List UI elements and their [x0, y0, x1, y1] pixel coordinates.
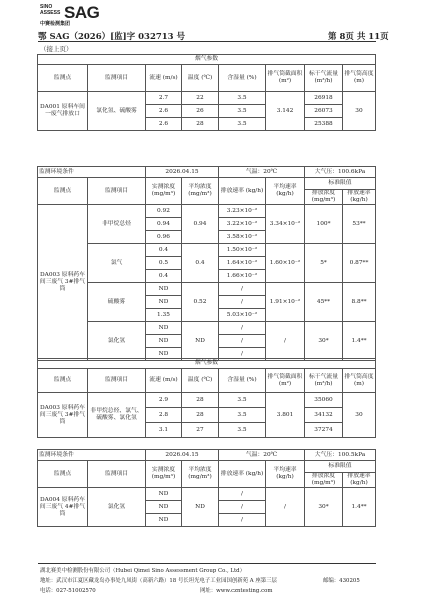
col-header: 监测项目: [88, 369, 146, 393]
monitoring-item: 氯化氢: [88, 322, 146, 361]
footer-rule: [38, 563, 376, 564]
cell: 28: [182, 118, 219, 131]
env-label: 监测环境条件: [38, 167, 146, 178]
cell: 0.96: [146, 231, 182, 244]
header-rule: [38, 41, 376, 42]
cell: 28: [182, 393, 219, 408]
col-header: 标干气流量 (m³/h): [305, 369, 343, 393]
col-header: 排放速率 (kg/h): [219, 178, 266, 205]
col-header: 监测点: [38, 65, 88, 92]
cell: ND: [146, 501, 182, 514]
env-row: [38, 167, 376, 178]
monitoring-item: 硫酸雾: [88, 283, 146, 322]
cell: ND: [146, 322, 182, 335]
col-header: 温度 (℃): [182, 369, 219, 393]
col-header: 平均速率 (kg/h): [266, 178, 305, 205]
stack-height: 30: [343, 92, 376, 131]
document-number: 鄂 SAG（2026）[监]字 032713 号: [38, 32, 186, 42]
col-header: 标准限值: [305, 461, 376, 473]
cell: 0.5: [146, 257, 182, 270]
cell: 0.94: [146, 218, 182, 231]
cell: 26073: [305, 105, 343, 118]
env-temp: 气温：20℃: [219, 167, 305, 178]
col-header: 流速 (m/s): [146, 65, 182, 92]
cell: 26: [182, 105, 219, 118]
cell: 5*: [305, 244, 343, 283]
page-number: 第 8页 共 11页: [328, 32, 389, 42]
monitoring-item: 氯化氢: [88, 488, 146, 527]
col-header: 监测点: [38, 178, 88, 205]
cell: /: [219, 296, 266, 309]
col-header: 排气筒高度 (m): [343, 65, 376, 92]
col-header: 排放速率 (kg/h): [343, 473, 376, 488]
emission-table-da004: [37, 449, 376, 527]
table-row: [38, 244, 376, 257]
cell: 3.22×10⁻²: [219, 218, 266, 231]
col-header: 平均速率 (kg/h): [266, 461, 305, 488]
cell: 3.5: [219, 423, 266, 438]
cell: 3.5: [219, 393, 266, 408]
col-header: 监测项目: [88, 178, 146, 205]
monitoring-point: DA001 原料车间一废气排放口: [38, 92, 88, 131]
cell: 5.03×10⁻²: [219, 309, 266, 322]
monitoring-point: DA004 原料药车间三废气 4#排气筒: [38, 488, 88, 527]
cell: /: [266, 488, 305, 527]
col-header: 实测浓度 (mg/m³): [146, 461, 182, 488]
monitoring-item: 氯化氢、硫酸雾: [88, 92, 146, 131]
stack-area: 3.801: [266, 393, 305, 438]
cell: 0.94: [182, 205, 219, 244]
monitoring-point: DA003 原料药车间三废气 3#排气筒: [38, 393, 88, 438]
cell: 34132: [305, 408, 343, 423]
monitoring-item: 氯气: [88, 244, 146, 283]
cell: 37274: [305, 423, 343, 438]
continued-label: （接上页）: [40, 45, 73, 53]
cell: 0.4: [146, 244, 182, 257]
cell: ND: [146, 348, 182, 361]
cell: ND: [146, 335, 182, 348]
cell: 3.58×10⁻²: [219, 231, 266, 244]
logo-small-text: SINO ASSESS: [40, 4, 61, 16]
cell: 0.52: [182, 283, 219, 322]
env-row: [38, 450, 376, 461]
col-header: 实测浓度 (mg/m³): [146, 178, 182, 205]
cell: 2.6: [146, 105, 182, 118]
cell: 2.7: [146, 92, 182, 105]
cell: ND: [146, 514, 182, 527]
emission-table-da003: [37, 166, 376, 361]
cell: /: [219, 501, 266, 514]
cell: 3.5: [219, 408, 266, 423]
cell: 2.9: [146, 393, 182, 408]
cell: 8.8**: [343, 283, 376, 322]
cell: 1.4**: [343, 488, 376, 527]
footer-postcode: 邮编：430205: [323, 578, 360, 584]
col-header: 标干气流量 (m³/h): [305, 65, 343, 92]
cell: 45**: [305, 283, 343, 322]
col-header: 标准限值: [305, 178, 376, 190]
cell: 2.6: [146, 118, 182, 131]
col-header: 排气筒高度 (m): [343, 369, 376, 393]
cell: ND: [146, 488, 182, 501]
env-temp: 气温：20℃: [219, 450, 305, 461]
stack-height: 30: [343, 393, 376, 438]
cell: 3.1: [146, 423, 182, 438]
cell: 1.50×10⁻²: [219, 244, 266, 257]
cell: /: [219, 322, 266, 335]
table-row: [38, 322, 376, 335]
cell: 2.8: [146, 408, 182, 423]
cell: 3.5: [219, 105, 266, 118]
cell: 3.5: [219, 92, 266, 105]
cell: 35060: [305, 393, 343, 408]
cell: 53**: [343, 205, 376, 244]
col-header: 平均浓度 (mg/m³): [182, 461, 219, 488]
cell: ND: [182, 322, 219, 361]
col-header: 流速 (m/s): [146, 369, 182, 393]
monitoring-item: 非甲烷总烃: [88, 205, 146, 244]
cell: /: [219, 514, 266, 527]
cell: 22: [182, 92, 219, 105]
monitoring-item: 非甲烷总烃、氯气、硫酸雾、氯化氢: [88, 393, 146, 438]
col-header: 含湿量 (%): [219, 65, 266, 92]
cell: 1.4**: [343, 322, 376, 361]
col-header: 排放速率 (kg/h): [219, 461, 266, 488]
col-header: 监测点: [38, 369, 88, 393]
env-label: 监测环境条件: [38, 450, 146, 461]
cell: 3.5: [219, 118, 266, 131]
logo-main-text: SAG: [64, 3, 100, 22]
col-header: 排放速率 (kg/h): [343, 190, 376, 205]
section-title: 烟气参数: [38, 55, 376, 65]
cell: /: [266, 322, 305, 361]
footer-company: 湖北赛美中检测股份有限公司（Hubei Qimei Sino Assessment Group Co., Ltd）: [40, 568, 246, 574]
table-row: [38, 283, 376, 296]
footer-web: 网址：www.czntesting.com: [200, 588, 273, 594]
cell: 26918: [305, 92, 343, 105]
table-row: [38, 205, 376, 218]
env-pressure: 大气压：100.5kPa: [305, 450, 376, 461]
cell: /: [219, 283, 266, 296]
footer-tel: 电话：027-51002570: [40, 588, 96, 594]
cell: 28: [182, 408, 219, 423]
col-header: 排放浓度 (mg/m³): [305, 190, 343, 205]
cell: /: [219, 335, 266, 348]
monitoring-point: DA003 原料药车间三废气 3#排气筒: [38, 205, 88, 361]
col-header: 排气筒截面积 (m²): [266, 369, 305, 393]
cell: ND: [146, 283, 182, 296]
table-row: [38, 393, 376, 408]
cell: ND: [182, 488, 219, 527]
flue-gas-table-da003: [37, 358, 376, 438]
cell: 30*: [305, 322, 343, 361]
col-header: 排放浓度 (mg/m³): [305, 473, 343, 488]
cell: 30*: [305, 488, 343, 527]
table-row: [38, 92, 376, 105]
cell: ND: [146, 296, 182, 309]
env-date: 2026.04.15: [146, 167, 219, 178]
col-header: 排气筒截面积 (m²): [266, 65, 305, 92]
cell: 1.35: [146, 309, 182, 322]
stack-area: 3.142: [266, 92, 305, 131]
cell: 100*: [305, 205, 343, 244]
col-header: 监测项目: [88, 65, 146, 92]
cell: 1.66×10⁻²: [219, 270, 266, 283]
env-date: 2026.04.15: [146, 450, 219, 461]
col-header: 监测点: [38, 461, 88, 488]
cell: 0.92: [146, 205, 182, 218]
company-logo: [40, 4, 110, 30]
section-title: 烟气参数: [38, 359, 376, 369]
cell: 0.4: [182, 244, 219, 283]
cell: 1.64×10⁻²: [219, 257, 266, 270]
env-pressure: 大气压：100.6kPa: [305, 167, 376, 178]
col-header: 平均浓度 (mg/m³): [182, 178, 219, 205]
table-row: [38, 488, 376, 501]
cell: 0.4: [146, 270, 182, 283]
cell: /: [219, 488, 266, 501]
cell: 25388: [305, 118, 343, 131]
cell: 0.87**: [343, 244, 376, 283]
col-header: 含湿量 (%): [219, 369, 266, 393]
logo-cn-text: 中赛检测集团: [40, 21, 71, 27]
footer-address: 地址：武汉市江夏区藏龙岛办事处九凤街（高新六路）18 号长坦光电子工业园国创新苑 A 座第三层: [40, 578, 277, 584]
cell: 3.34×10⁻²: [266, 205, 305, 244]
cell: /: [219, 348, 266, 361]
col-header: 监测项目: [88, 461, 146, 488]
col-header: 温度 (℃): [182, 65, 219, 92]
cell: 3.23×10⁻²: [219, 205, 266, 218]
cell: 27: [182, 423, 219, 438]
flue-gas-table-da001: [37, 54, 376, 131]
cell: 1.91×10⁻²: [266, 283, 305, 322]
cell: 1.60×10⁻²: [266, 244, 305, 283]
